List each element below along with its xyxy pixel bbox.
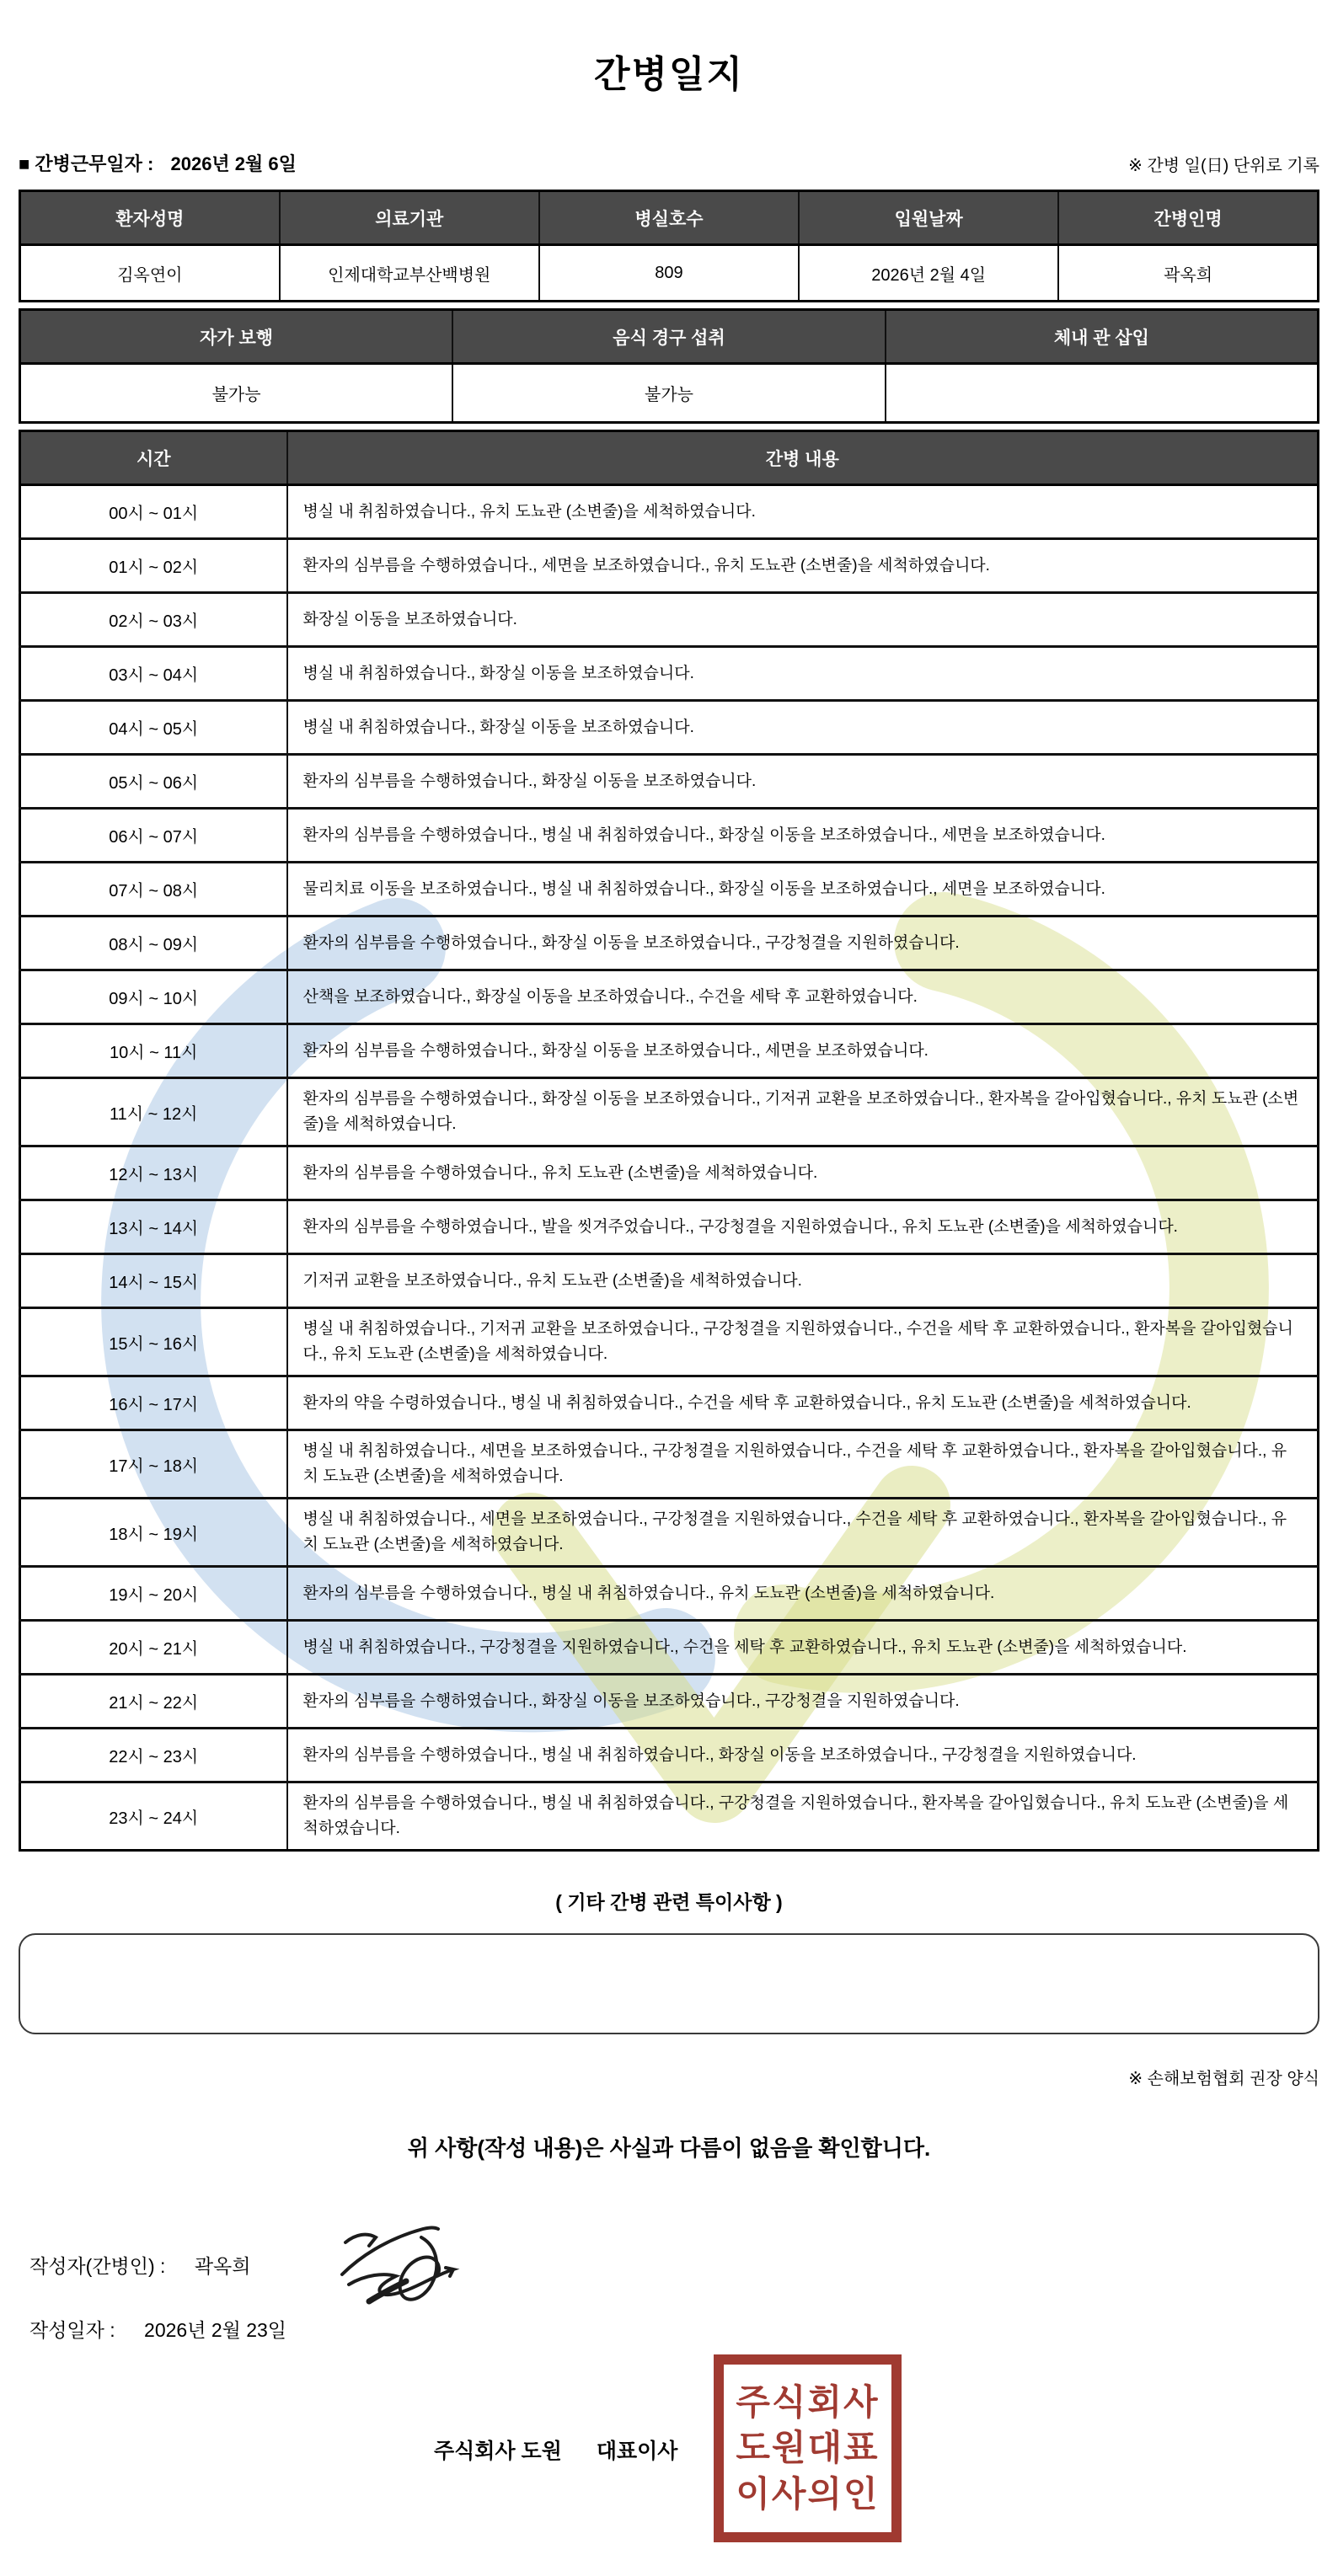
patient-header-row xyxy=(20,191,1319,245)
log-content-cell: 환자의 심부름을 수행하였습니다., 병실 내 취침하였습니다., 화장실 이동을 보조하였습니다., 구강청결을 지원하였습니다. xyxy=(287,1729,1319,1782)
status-header-row xyxy=(20,310,1319,364)
form-source-note: ※ 손해보험협회 권장 양식 xyxy=(1128,2070,1319,2088)
log-table-body xyxy=(20,485,1319,1851)
log-time-cell: 16시 ~ 17시 xyxy=(20,1376,287,1430)
table-row xyxy=(20,1621,1319,1675)
log-time-cell: 11시 ~ 12시 xyxy=(20,1078,287,1146)
log-time-cell: 01시 ~ 02시 xyxy=(20,539,287,593)
log-content-cell: 환자의 심부름을 수행하였습니다., 세면을 보조하였습니다., 유치 도뇨관 (소변줄)을 세척하였습니다. xyxy=(287,539,1319,593)
table-row xyxy=(20,809,1319,863)
log-content-cell: 환자의 심부름을 수행하였습니다., 병실 내 취침하였습니다., 유치 도뇨관 (소변줄)을 세척하였습니다. xyxy=(287,1567,1319,1621)
log-content-cell: 환자의 심부름을 수행하였습니다., 화장실 이동을 보조하였습니다. xyxy=(287,755,1319,809)
log-time-cell: 21시 ~ 22시 xyxy=(20,1675,287,1729)
log-content-cell: 환자의 심부름을 수행하였습니다., 발을 씻겨주었습니다., 구강청결을 지원하였습니다., 유치 도뇨관 (소변줄)을 세척하였습니다. xyxy=(287,1200,1319,1254)
log-content-cell: 화장실 이동을 보조하였습니다. xyxy=(287,593,1319,647)
log-time-cell: 09시 ~ 10시 xyxy=(20,970,287,1024)
medical-institution-value: 인제대학교부산백병원 xyxy=(280,245,539,302)
table-row xyxy=(20,970,1319,1024)
patient-info-table xyxy=(19,190,1319,302)
writer-label: 작성자(간병인) : xyxy=(29,2255,166,2277)
table-row xyxy=(20,1675,1319,1729)
table-row xyxy=(20,1024,1319,1078)
special-notes-heading: ( 기타 간병 관련 특이사항 ) xyxy=(555,1891,783,1913)
log-time-cell: 20시 ~ 21시 xyxy=(20,1621,287,1675)
written-date-label: 작성일자 : xyxy=(29,2319,115,2341)
table-row xyxy=(20,701,1319,755)
writer-line xyxy=(29,2251,250,2279)
caregiver-signature-image xyxy=(335,2221,462,2313)
special-notes-box[interactable] xyxy=(19,1933,1319,2034)
log-time-cell: 12시 ~ 13시 xyxy=(20,1146,287,1200)
status-value-row xyxy=(20,364,1319,423)
company-line xyxy=(434,2434,677,2465)
admission-date-value: 2026년 2월 4일 xyxy=(799,245,1058,302)
log-content-cell: 병실 내 취침하였습니다., 구강청결을 지원하였습니다., 수건을 세탁 후 교환하였습니다., 유치 도뇨관 (소변줄)을 세척하였습니다. xyxy=(287,1621,1319,1675)
table-row xyxy=(20,1146,1319,1200)
company-role: 대표이사 xyxy=(596,2440,678,2463)
log-time-cell: 18시 ~ 19시 xyxy=(20,1499,287,1567)
written-date-line xyxy=(29,2315,286,2343)
table-row xyxy=(20,1200,1319,1254)
table-row xyxy=(20,1782,1319,1851)
table-row xyxy=(20,1567,1319,1621)
log-content-cell: 환자의 심부름을 수행하였습니다., 화장실 이동을 보조하였습니다., 세면을 보조하였습니다. xyxy=(287,1024,1319,1078)
log-content-cell: 기저귀 교환을 보조하였습니다., 유치 도뇨관 (소변줄)을 세척하였습니다. xyxy=(287,1254,1319,1308)
table-row xyxy=(20,539,1319,593)
col-header-medical-institution: 의료기관 xyxy=(280,191,539,245)
log-content-cell: 물리치료 이동을 보조하였습니다., 병실 내 취침하였습니다., 화장실 이동을 보조하였습니다., 세면을 보조하였습니다. xyxy=(287,863,1319,917)
table-row xyxy=(20,1078,1319,1146)
table-row xyxy=(20,863,1319,917)
log-content-cell: 병실 내 취침하였습니다., 세면을 보조하였습니다., 구강청결을 지원하였습니다., 수건을 세탁 후 교환하였습니다., 환자복을 갈아입혔습니다., 유치 도뇨관 (소변줄)을 세척하였습니다. xyxy=(287,1430,1319,1499)
patient-name-value: 김옥연이 xyxy=(20,245,280,302)
table-row xyxy=(20,917,1319,970)
log-time-cell: 03시 ~ 04시 xyxy=(20,647,287,701)
log-time-cell: 07시 ~ 08시 xyxy=(20,863,287,917)
oral-intake-value: 불가능 xyxy=(452,364,886,423)
log-time-cell: 14시 ~ 15시 xyxy=(20,1254,287,1308)
table-row xyxy=(20,485,1319,539)
internal-tube-value xyxy=(886,364,1319,423)
log-content-cell: 병실 내 취침하였습니다., 기저귀 교환을 보조하였습니다., 구강청결을 지원하였습니다., 수건을 세탁 후 교환하였습니다., 환자복을 갈아입혔습니다., 유치 도뇨관 (소변줄)을 세척하였습니다. xyxy=(287,1308,1319,1376)
stamp-line-1: 주식회사 xyxy=(736,2382,880,2423)
col-header-care-content: 간병 내용 xyxy=(287,431,1319,485)
log-content-cell: 환자의 약을 수령하였습니다., 병실 내 취침하였습니다., 수건을 세탁 후 교환하였습니다., 유치 도뇨관 (소변줄)을 세척하였습니다. xyxy=(287,1376,1319,1430)
table-row xyxy=(20,1729,1319,1782)
stamp-line-2: 도원대표 xyxy=(736,2428,880,2468)
log-time-cell: 10시 ~ 11시 xyxy=(20,1024,287,1078)
self-walking-value: 불가능 xyxy=(20,364,453,423)
log-content-cell: 환자의 심부름을 수행하였습니다., 화장실 이동을 보조하였습니다., 기저귀 교환을 보조하였습니다., 환자복을 갈아입혔습니다., 유치 도뇨관 (소변줄)을 세척하였습니다. xyxy=(287,1078,1319,1146)
writer-name: 곽옥희 xyxy=(194,2255,251,2277)
col-header-internal-tube: 체내 관 삽입 xyxy=(886,310,1319,364)
log-time-cell: 19시 ~ 20시 xyxy=(20,1567,287,1621)
unit-note: ※ 간병 일(日) 단위로 기록 xyxy=(1128,157,1319,175)
table-row xyxy=(20,1430,1319,1499)
log-time-cell: 23시 ~ 24시 xyxy=(20,1782,287,1851)
care-log-table xyxy=(19,430,1319,1852)
log-time-cell: 22시 ~ 23시 xyxy=(20,1729,287,1782)
log-content-cell: 병실 내 취침하였습니다., 세면을 보조하였습니다., 구강청결을 지원하였습니다., 수건을 세탁 후 교환하였습니다., 환자복을 갈아입혔습니다., 유치 도뇨관 (소변줄)을 세척하였습니다. xyxy=(287,1499,1319,1567)
log-time-cell: 17시 ~ 18시 xyxy=(20,1430,287,1499)
col-header-room-number: 병실호수 xyxy=(539,191,799,245)
log-content-cell: 병실 내 취침하였습니다., 유치 도뇨관 (소변줄)을 세척하였습니다. xyxy=(287,485,1319,539)
table-row xyxy=(20,1376,1319,1430)
written-date-value: 2026년 2월 23일 xyxy=(144,2319,287,2341)
confirmation-statement: 위 사항(작성 내용)은 사실과 다름이 없음을 확인합니다. xyxy=(407,2135,931,2161)
patient-status-table xyxy=(19,308,1319,424)
log-time-cell: 15시 ~ 16시 xyxy=(20,1308,287,1376)
col-header-oral-intake: 음식 경구 섭취 xyxy=(452,310,886,364)
log-content-cell: 환자의 심부름을 수행하였습니다., 화장실 이동을 보조하였습니다., 구강청결을 지원하였습니다. xyxy=(287,1675,1319,1729)
table-row xyxy=(20,647,1319,701)
stamp-line-3: 이사의인 xyxy=(736,2473,880,2514)
work-date-label: ■ 간병근무일자 : xyxy=(19,153,154,174)
log-time-cell: 05시 ~ 06시 xyxy=(20,755,287,809)
corporate-seal-stamp xyxy=(714,2354,902,2542)
log-time-cell: 06시 ~ 07시 xyxy=(20,809,287,863)
table-row xyxy=(20,1308,1319,1376)
log-time-cell: 02시 ~ 03시 xyxy=(20,593,287,647)
log-time-cell: 13시 ~ 14시 xyxy=(20,1200,287,1254)
log-content-cell: 산책을 보조하였습니다., 화장실 이동을 보조하였습니다., 수건을 세탁 후 교환하였습니다. xyxy=(287,970,1319,1024)
log-time-cell: 08시 ~ 09시 xyxy=(20,917,287,970)
log-content-cell: 환자의 심부름을 수행하였습니다., 유치 도뇨관 (소변줄)을 세척하였습니다. xyxy=(287,1146,1319,1200)
table-row xyxy=(20,1499,1319,1567)
col-header-time: 시간 xyxy=(20,431,287,485)
col-header-admission-date: 입원날짜 xyxy=(799,191,1058,245)
meta-row xyxy=(19,150,1319,176)
table-row xyxy=(20,755,1319,809)
company-name: 주식회사 도원 xyxy=(434,2440,562,2463)
room-number-value: 809 xyxy=(539,245,799,302)
table-row xyxy=(20,593,1319,647)
col-header-patient-name: 환자성명 xyxy=(20,191,280,245)
log-content-cell: 병실 내 취침하였습니다., 화장실 이동을 보조하였습니다. xyxy=(287,647,1319,701)
log-content-cell: 환자의 심부름을 수행하였습니다., 병실 내 취침하였습니다., 화장실 이동을 보조하였습니다., 세면을 보조하였습니다. xyxy=(287,809,1319,863)
work-date-value: 2026년 2월 6일 xyxy=(170,153,297,174)
log-time-cell: 00시 ~ 01시 xyxy=(20,485,287,539)
log-content-cell: 환자의 심부름을 수행하였습니다., 화장실 이동을 보조하였습니다., 구강청결을 지원하였습니다. xyxy=(287,917,1319,970)
table-row xyxy=(20,1254,1319,1308)
log-time-cell: 04시 ~ 05시 xyxy=(20,701,287,755)
caregiver-name-value: 곽옥희 xyxy=(1058,245,1318,302)
log-content-cell: 병실 내 취침하였습니다., 화장실 이동을 보조하였습니다. xyxy=(287,701,1319,755)
work-date-line xyxy=(19,150,297,176)
log-header-row xyxy=(20,431,1319,485)
col-header-self-walking: 자가 보행 xyxy=(20,310,453,364)
log-content-cell: 환자의 심부름을 수행하였습니다., 병실 내 취침하였습니다., 구강청결을 지원하였습니다., 환자복을 갈아입혔습니다., 유치 도뇨관 (소변줄)을 세척하였습니다. xyxy=(287,1782,1319,1851)
patient-value-row xyxy=(20,245,1319,302)
page-title: 간병일지 xyxy=(593,54,744,95)
col-header-caregiver-name: 간병인명 xyxy=(1058,191,1318,245)
